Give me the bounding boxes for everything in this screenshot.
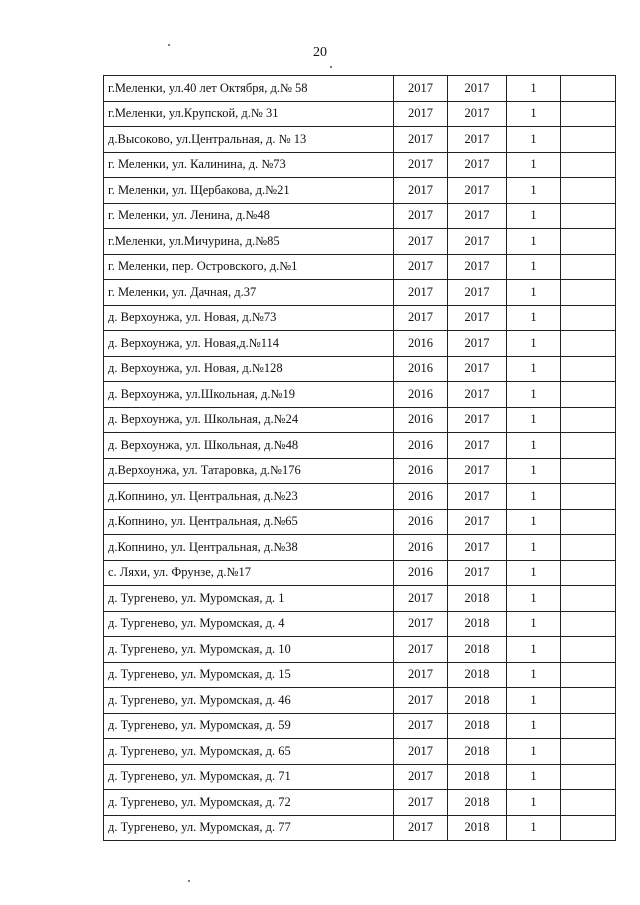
table-row (104, 662, 616, 688)
address-cell: д. Тургенево, ул. Муромская, д. 65 (104, 739, 394, 765)
count-cell: 1 (507, 611, 561, 637)
year-start-cell: 2017 (394, 611, 448, 637)
count-cell: 1 (507, 305, 561, 331)
year-start-cell: 2017 (394, 305, 448, 331)
year-end-cell: 2017 (448, 433, 507, 459)
count-cell: 1 (507, 101, 561, 127)
address-cell: с. Ляхи, ул. Фрунзе, д.№17 (104, 560, 394, 586)
address-cell: г.Меленки, ул.Крупской, д.№ 31 (104, 101, 394, 127)
table-row (104, 764, 616, 790)
address-cell: д. Верхоунжа, ул. Новая,д.№114 (104, 331, 394, 357)
year-end-cell: 2017 (448, 229, 507, 255)
year-end-cell: 2017 (448, 178, 507, 204)
year-start-cell: 2017 (394, 790, 448, 816)
year-end-cell: 2018 (448, 611, 507, 637)
address-cell: д.Копнино, ул. Центральная, д.№23 (104, 484, 394, 510)
address-cell: г. Меленки, ул. Дачная, д.37 (104, 280, 394, 306)
address-cell: г. Меленки, ул. Калинина, д. №73 (104, 152, 394, 178)
year-start-cell: 2016 (394, 509, 448, 535)
empty-cell (561, 815, 616, 841)
year-start-cell: 2016 (394, 484, 448, 510)
count-cell: 1 (507, 662, 561, 688)
year-end-cell: 2017 (448, 356, 507, 382)
year-start-cell: 2017 (394, 688, 448, 714)
count-cell: 1 (507, 535, 561, 561)
year-end-cell: 2017 (448, 560, 507, 586)
empty-cell (561, 662, 616, 688)
year-start-cell: 2016 (394, 331, 448, 357)
year-start-cell: 2017 (394, 637, 448, 663)
table-row (104, 484, 616, 510)
empty-cell (561, 382, 616, 408)
year-end-cell: 2017 (448, 382, 507, 408)
empty-cell (561, 331, 616, 357)
count-cell: 1 (507, 356, 561, 382)
table-row (104, 127, 616, 153)
year-end-cell: 2017 (448, 203, 507, 229)
year-end-cell: 2017 (448, 509, 507, 535)
page-number: 20 (313, 45, 327, 60)
count-cell: 1 (507, 407, 561, 433)
empty-cell (561, 560, 616, 586)
empty-cell (561, 458, 616, 484)
table-row (104, 407, 616, 433)
count-cell: 1 (507, 713, 561, 739)
year-start-cell: 2017 (394, 586, 448, 612)
empty-cell (561, 280, 616, 306)
year-start-cell: 2017 (394, 178, 448, 204)
year-end-cell: 2017 (448, 127, 507, 153)
year-end-cell: 2018 (448, 764, 507, 790)
count-cell: 1 (507, 688, 561, 714)
count-cell: 1 (507, 229, 561, 255)
address-cell: д. Верхоунжа, ул.Школьная, д.№19 (104, 382, 394, 408)
empty-cell (561, 739, 616, 765)
empty-cell (561, 407, 616, 433)
year-start-cell: 2017 (394, 739, 448, 765)
empty-cell (561, 713, 616, 739)
year-start-cell: 2017 (394, 127, 448, 153)
year-start-cell: 2016 (394, 535, 448, 561)
address-table (103, 75, 616, 841)
table-row (104, 713, 616, 739)
count-cell: 1 (507, 152, 561, 178)
address-cell: д. Верхоунжа, ул. Новая, д.№73 (104, 305, 394, 331)
table-row (104, 254, 616, 280)
empty-cell (561, 356, 616, 382)
year-start-cell: 2017 (394, 203, 448, 229)
count-cell: 1 (507, 254, 561, 280)
address-cell: г.Меленки, ул.Мичурина, д.№85 (104, 229, 394, 255)
year-end-cell: 2017 (448, 76, 507, 102)
table-row (104, 331, 616, 357)
count-cell: 1 (507, 127, 561, 153)
table-row (104, 229, 616, 255)
year-start-cell: 2016 (394, 433, 448, 459)
year-end-cell: 2017 (448, 152, 507, 178)
year-end-cell: 2017 (448, 101, 507, 127)
table-row (104, 280, 616, 306)
address-cell: д. Тургенево, ул. Муромская, д. 1 (104, 586, 394, 612)
empty-cell (561, 127, 616, 153)
address-cell: г.Меленки, ул.40 лет Октября, д.№ 58 (104, 76, 394, 102)
table-row (104, 305, 616, 331)
year-end-cell: 2018 (448, 637, 507, 663)
empty-cell (561, 688, 616, 714)
year-start-cell: 2017 (394, 76, 448, 102)
empty-cell (561, 790, 616, 816)
address-cell: д. Верхоунжа, ул. Новая, д.№128 (104, 356, 394, 382)
address-cell: д.Копнино, ул. Центральная, д.№65 (104, 509, 394, 535)
year-end-cell: 2018 (448, 739, 507, 765)
table-row (104, 815, 616, 841)
count-cell: 1 (507, 76, 561, 102)
scan-speck (330, 66, 332, 68)
address-cell: д. Тургенево, ул. Муромская, д. 72 (104, 790, 394, 816)
empty-cell (561, 535, 616, 561)
table-row (104, 586, 616, 612)
table-row (104, 152, 616, 178)
empty-cell (561, 509, 616, 535)
year-start-cell: 2016 (394, 458, 448, 484)
count-cell: 1 (507, 637, 561, 663)
year-start-cell: 2017 (394, 662, 448, 688)
address-cell: г. Меленки, ул. Ленина, д.№48 (104, 203, 394, 229)
address-cell: д.Высоково, ул.Центральная, д. № 13 (104, 127, 394, 153)
empty-cell (561, 484, 616, 510)
year-end-cell: 2017 (448, 331, 507, 357)
table-row (104, 637, 616, 663)
year-start-cell: 2017 (394, 764, 448, 790)
address-cell: д. Верхоунжа, ул. Школьная, д.№48 (104, 433, 394, 459)
address-cell: д. Тургенево, ул. Муромская, д. 15 (104, 662, 394, 688)
year-end-cell: 2017 (448, 305, 507, 331)
empty-cell (561, 586, 616, 612)
table-row (104, 76, 616, 102)
table-row (104, 509, 616, 535)
address-cell: г. Меленки, ул. Щербакова, д.№21 (104, 178, 394, 204)
year-end-cell: 2018 (448, 662, 507, 688)
empty-cell (561, 254, 616, 280)
year-end-cell: 2018 (448, 713, 507, 739)
count-cell: 1 (507, 382, 561, 408)
count-cell: 1 (507, 815, 561, 841)
year-end-cell: 2018 (448, 688, 507, 714)
count-cell: 1 (507, 739, 561, 765)
year-end-cell: 2018 (448, 815, 507, 841)
year-start-cell: 2017 (394, 101, 448, 127)
table-row (104, 560, 616, 586)
table-row (104, 433, 616, 459)
scan-speck (168, 44, 170, 46)
year-end-cell: 2017 (448, 254, 507, 280)
table-row (104, 101, 616, 127)
year-end-cell: 2017 (448, 484, 507, 510)
year-start-cell: 2017 (394, 280, 448, 306)
table-row (104, 203, 616, 229)
empty-cell (561, 305, 616, 331)
empty-cell (561, 229, 616, 255)
year-start-cell: 2017 (394, 229, 448, 255)
count-cell: 1 (507, 790, 561, 816)
year-start-cell: 2017 (394, 815, 448, 841)
year-end-cell: 2017 (448, 535, 507, 561)
address-cell: г. Меленки, пер. Островского, д.№1 (104, 254, 394, 280)
address-cell: д. Тургенево, ул. Муромская, д. 71 (104, 764, 394, 790)
scan-speck (188, 880, 190, 882)
year-start-cell: 2017 (394, 152, 448, 178)
count-cell: 1 (507, 458, 561, 484)
table-row (104, 382, 616, 408)
empty-cell (561, 611, 616, 637)
address-table-body (104, 76, 616, 841)
year-start-cell: 2017 (394, 713, 448, 739)
year-end-cell: 2018 (448, 790, 507, 816)
year-end-cell: 2017 (448, 280, 507, 306)
year-start-cell: 2016 (394, 356, 448, 382)
year-start-cell: 2017 (394, 254, 448, 280)
empty-cell (561, 152, 616, 178)
count-cell: 1 (507, 586, 561, 612)
year-start-cell: 2016 (394, 382, 448, 408)
table-row (104, 535, 616, 561)
count-cell: 1 (507, 178, 561, 204)
count-cell: 1 (507, 560, 561, 586)
table-row (104, 790, 616, 816)
year-start-cell: 2016 (394, 560, 448, 586)
table-row (104, 688, 616, 714)
address-cell: д. Тургенево, ул. Муромская, д. 59 (104, 713, 394, 739)
count-cell: 1 (507, 484, 561, 510)
table-row (104, 611, 616, 637)
count-cell: 1 (507, 203, 561, 229)
empty-cell (561, 76, 616, 102)
count-cell: 1 (507, 280, 561, 306)
year-start-cell: 2016 (394, 407, 448, 433)
address-cell: д. Тургенево, ул. Муромская, д. 46 (104, 688, 394, 714)
empty-cell (561, 433, 616, 459)
address-cell: д.Верхоунжа, ул. Татаровка, д.№176 (104, 458, 394, 484)
empty-cell (561, 178, 616, 204)
table-row (104, 356, 616, 382)
count-cell: 1 (507, 509, 561, 535)
address-cell: д. Тургенево, ул. Муромская, д. 10 (104, 637, 394, 663)
table-row (104, 458, 616, 484)
address-cell: д. Верхоунжа, ул. Школьная, д.№24 (104, 407, 394, 433)
year-end-cell: 2018 (448, 586, 507, 612)
count-cell: 1 (507, 331, 561, 357)
count-cell: 1 (507, 433, 561, 459)
address-cell: д. Тургенево, ул. Муромская, д. 4 (104, 611, 394, 637)
table-row (104, 178, 616, 204)
table-row (104, 739, 616, 765)
address-cell: д.Копнино, ул. Центральная, д.№38 (104, 535, 394, 561)
year-end-cell: 2017 (448, 458, 507, 484)
count-cell: 1 (507, 764, 561, 790)
empty-cell (561, 101, 616, 127)
empty-cell (561, 637, 616, 663)
empty-cell (561, 764, 616, 790)
address-cell: д. Тургенево, ул. Муромская, д. 77 (104, 815, 394, 841)
year-end-cell: 2017 (448, 407, 507, 433)
empty-cell (561, 203, 616, 229)
